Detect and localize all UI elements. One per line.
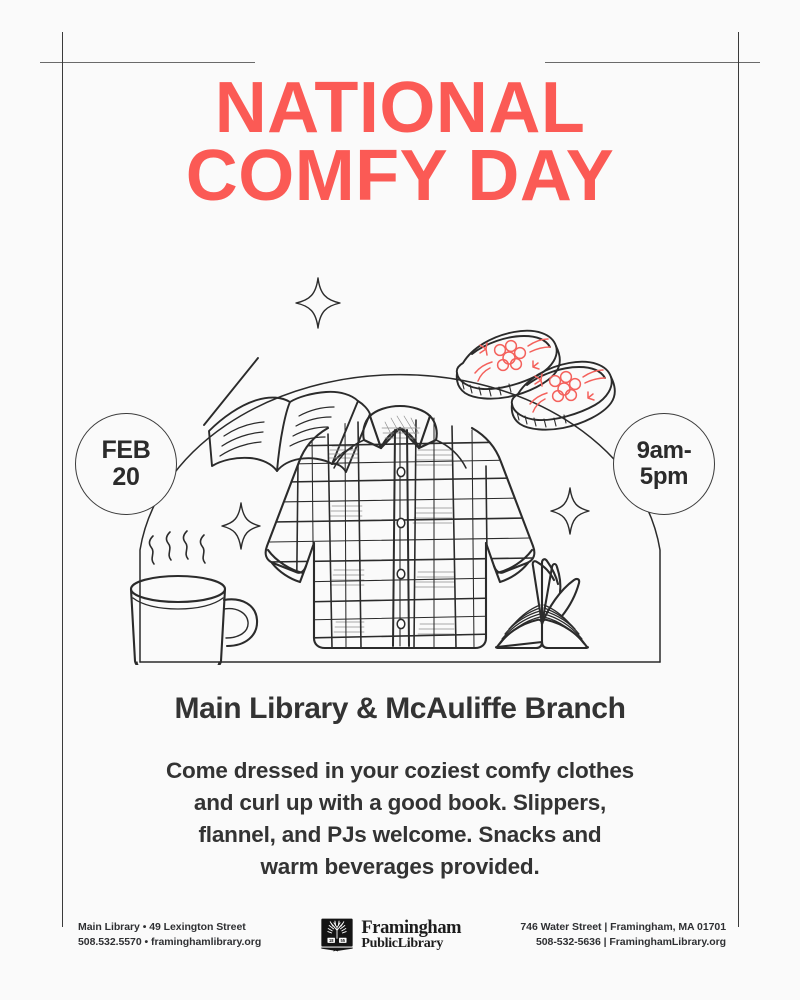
fanned-book-illustration xyxy=(496,559,588,648)
time-badge-end: 5pm xyxy=(639,463,689,490)
sparkle-right-icon xyxy=(551,488,589,534)
mug-steam xyxy=(150,531,205,564)
logo-word-public-library: PublicLibrary xyxy=(361,936,444,952)
logo-word-framingham: Framingham xyxy=(361,917,462,938)
sparkle-left-icon xyxy=(222,503,260,549)
sparkle-top-icon xyxy=(296,278,340,328)
event-description xyxy=(110,755,690,883)
coffee-mug-illustration xyxy=(131,531,257,665)
slippers-illustration xyxy=(457,331,615,430)
shirt-buttons xyxy=(397,467,405,628)
logo-year-right: 55 xyxy=(340,937,346,943)
library-logo-wordmark xyxy=(361,919,461,952)
mcauliffe-contact: 508-532-5636 | FraminghamLibrary.org xyxy=(535,936,726,948)
flannel-shirt-illustration xyxy=(266,406,535,648)
frame-rule-top-left xyxy=(40,62,255,63)
poster-title xyxy=(0,68,800,217)
illustration-stage xyxy=(100,250,700,665)
date-badge-month: FEB xyxy=(101,436,151,464)
main-library-address: Main Library • 49 Lexington Street xyxy=(78,920,246,933)
time-badge xyxy=(613,413,715,515)
library-logo xyxy=(320,918,461,952)
time-badge-start: 9am- xyxy=(636,437,692,465)
logo-year-left: 18 xyxy=(329,937,334,943)
frame-rule-top-right xyxy=(545,62,760,63)
main-library-contact: 508.532.5570 • framinghamlibrary.org xyxy=(78,936,262,948)
mcauliffe-address: 746 Water Street | Framingham, MA 01701 xyxy=(520,920,726,933)
title-line-2: COMFY DAY xyxy=(185,136,615,217)
description-line-2: and curl up with a good book. Slippers, xyxy=(193,789,607,815)
poster-footer xyxy=(62,912,738,958)
library-logo-mark xyxy=(320,918,354,952)
description-line-3: flannel, and PJs welcome. Snacks and xyxy=(198,821,602,847)
date-badge-day: 20 xyxy=(112,463,140,491)
footer-main-library-info xyxy=(62,920,261,950)
description-line-4: warm beverages provided. xyxy=(260,853,540,879)
date-badge xyxy=(75,413,177,515)
title-line-1: NATIONAL xyxy=(214,68,586,148)
venue-subhead: Main Library & McAuliffe Branch xyxy=(174,692,626,725)
description-line-1: Come dressed in your coziest comfy clothes xyxy=(166,758,634,783)
footer-mcauliffe-branch-info xyxy=(520,920,738,950)
